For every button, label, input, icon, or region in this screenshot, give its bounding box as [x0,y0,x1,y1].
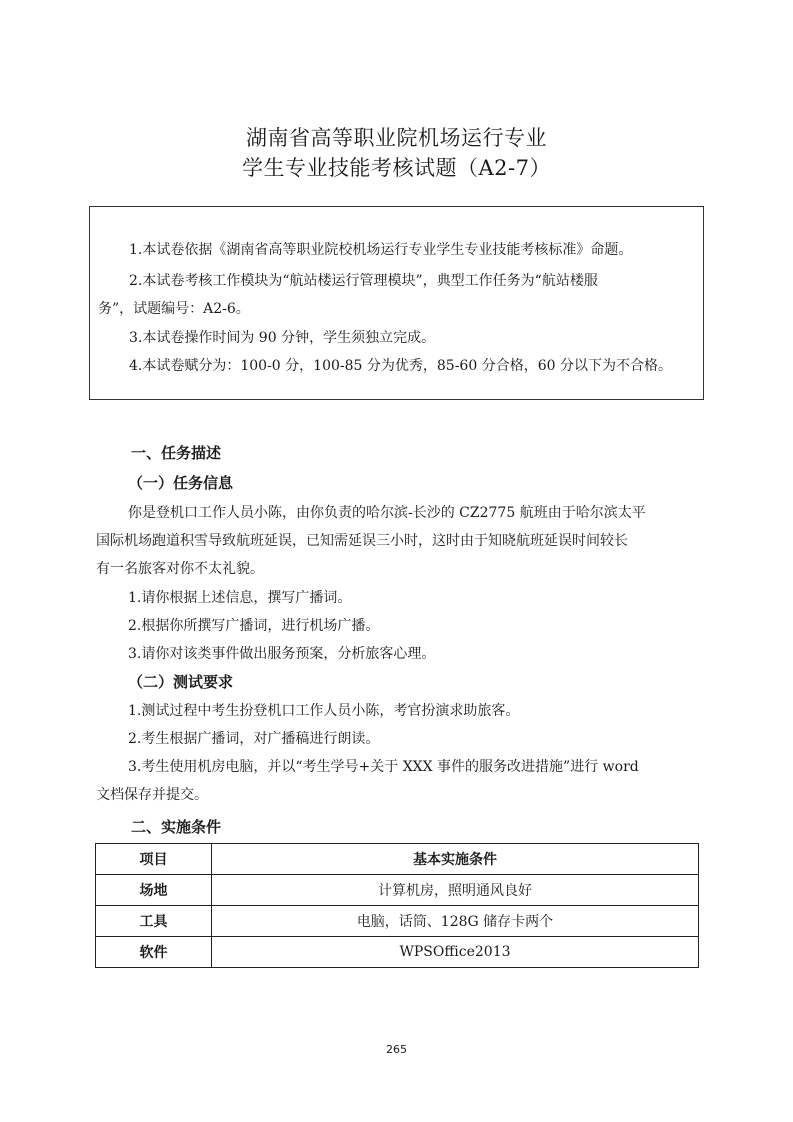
notice-box [89,206,704,400]
test-req-heading: （二）测试要求 [128,673,234,691]
task-item-1: 1.请你根据上述信息，撰写广播词。 [128,590,352,606]
intro-line-2: 国际机场跑道积雪导致航班延误，已知需延误三小时，这时由于知晓航班延误时间较长 [96,533,628,549]
intro-line-1: 你是登机口工作人员小陈，由你负责的哈尔滨-长沙的 CZ2775 航班由于哈尔滨太平 [128,505,646,521]
title-line-2: 学生专业技能考核试题（A2-7） [242,156,551,180]
table-row [96,937,699,968]
task-item-3: 3.请你对该类事件做出服务预案，分析旅客心理。 [128,646,436,662]
req-item-1: 1.测试过程中考生扮登机口工作人员小陈，考官扮演求助旅客。 [128,703,520,719]
table-row [96,906,699,937]
cell-condition: 计算机房，照明通风良好 [212,875,699,906]
cell-item: 软件 [96,937,212,968]
section2-heading: 二、实施条件 [131,818,222,836]
conditions-table [95,843,699,968]
req-item-2: 2.考生根据广播词，对广播稿进行朗读。 [128,731,380,747]
task-info-heading: （一）任务信息 [128,474,234,492]
cell-condition: 电脑，话筒、128G 储存卡两个 [212,906,699,937]
title-line-1: 湖南省高等职业院机场运行专业 [246,126,547,150]
table-header-row [96,844,699,875]
notice-line-2: 2.本试卷考核工作模块为“航站楼运行管理模块”，典型工作任务为“航站楼服 [129,273,598,289]
intro-line-3: 有一名旅客对你不太礼貌。 [96,561,264,577]
section1-heading: 一、任务描述 [131,444,222,462]
notice-line-2-cont: 务”，试题编号：A2-6。 [98,301,250,317]
notice-line-4: 4.本试卷赋分为：100-0 分，100-85 分为优秀，85-60 分合格，60 分以下为不合格。 [129,358,672,374]
table-row [96,875,699,906]
notice-line-1: 1.本试卷依据《湖南省高等职业院校机场运行专业学生专业技能考核标准》命题。 [129,242,633,258]
col-header-item: 项目 [96,844,212,875]
task-item-2: 2.根据你所撰写广播词，进行机场广播。 [128,618,380,634]
req-item-3: 3.考生使用机房电脑，并以“考生学号+关于 XXX 事件的服务改进措施”进行 word [128,759,639,775]
cell-item: 工具 [96,906,212,937]
notice-line-3: 3.本试卷操作时间为 90 分钟，学生须独立完成。 [129,330,436,346]
cell-condition: WPSOffice2013 [212,937,699,968]
req-item-3-cont: 文档保存并提交。 [96,787,208,803]
col-header-conditions: 基本实施条件 [212,844,699,875]
cell-item: 场地 [96,875,212,906]
page-number: 265 [386,1043,407,1056]
